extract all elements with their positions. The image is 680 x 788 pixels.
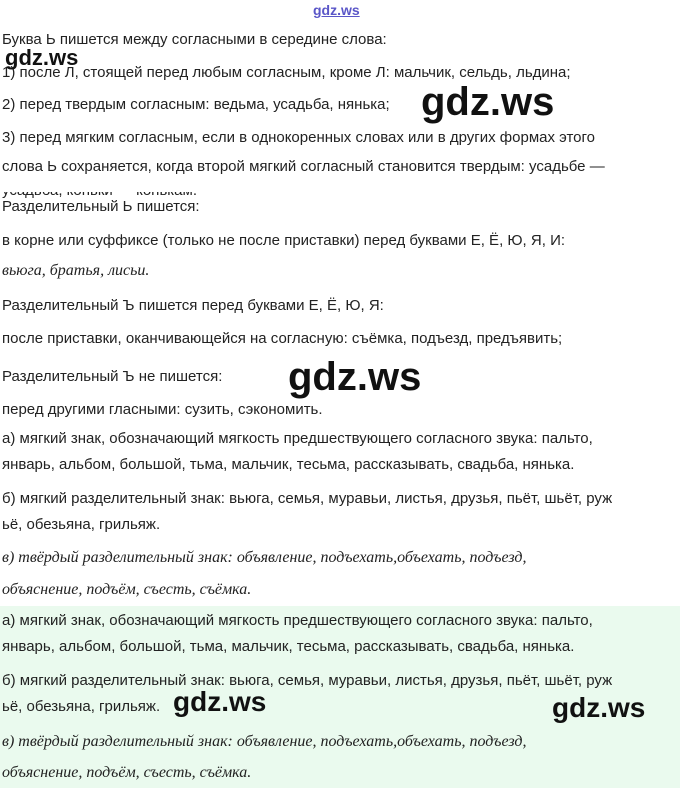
answer-a2: январь, альбом, большой, тьма, мальчик, тесьма, рассказывать, свадьба, нянька. xyxy=(2,456,575,473)
answer-a2-repeat: январь, альбом, большой, тьма, мальчик, тесьма, рассказывать, свадьба, нянька. xyxy=(2,638,575,655)
rule-line: в корне или суффиксе (только не после приставки) перед буквами Е, Ё, Ю, Я, И: xyxy=(2,232,566,249)
answer-b: б) мягкий разделительный знак: вьюга, семья, муравьи, листья, друзья, пьёт, шьёт, руж xyxy=(2,490,613,507)
watermark: gdz.ws xyxy=(421,80,555,124)
watermark: gdz.ws xyxy=(288,355,422,399)
rule-heading: Разделительный Ъ не пишется: xyxy=(2,368,223,385)
answer-c: в) твёрдый разделительный знак: объявление, подъехать,объехать, подъезд, xyxy=(2,549,527,566)
rule-heading: Разделительный Ъ пишется перед буквами Е, Ё, Ю, Я: xyxy=(2,297,384,314)
answer-c-repeat: в) твёрдый разделительный знак: объявление, подъехать,объехать, подъезд, xyxy=(2,733,527,750)
rule-line: 1) после Л, стоящей перед любым согласным, кроме Л: мальчик, сельдь, льдина; xyxy=(2,64,571,81)
answer-a: а) мягкий знак, обозначающий мягкость предшествующего согласного звука: пальто, xyxy=(2,430,593,447)
clip-mask xyxy=(0,183,680,192)
watermark: gdz.ws xyxy=(552,692,646,723)
rule-line: перед другими гласными: сузить, сэкономить. xyxy=(2,401,323,418)
examples: вьюга, братья, лисьи. xyxy=(2,262,150,279)
watermark: gdz.ws xyxy=(173,686,267,717)
watermark: gdz.ws xyxy=(5,45,79,70)
site-link-top[interactable]: gdz.ws xyxy=(313,2,360,18)
rule-line: 3) перед мягким согласным, если в однокоренных словах или в других формах этого xyxy=(2,129,596,146)
answer-b2: ьё, обезьяна, грильяж. xyxy=(2,516,161,533)
answer-c2: объяснение, подъём, съесть, съёмка. xyxy=(2,581,252,598)
answer-b-repeat: б) мягкий разделительный знак: вьюга, семья, муравьи, листья, друзья, пьёт, шьёт, руж xyxy=(2,672,613,689)
rule-line: 2) перед твердым согласным: ведьма, усадьба, нянька; xyxy=(2,96,390,113)
rule-heading: Разделительный Ь пишется: xyxy=(2,198,200,215)
rule-line: Буква Ь пишется между согласными в середине слова: xyxy=(2,31,387,48)
answer-c2-repeat: объяснение, подъём, съесть, съёмка. xyxy=(2,764,252,781)
answer-a-repeat: а) мягкий знак, обозначающий мягкость предшествующего согласного звука: пальто, xyxy=(2,612,593,629)
rule-line: после приставки, оканчивающейся на согласную: съёмка, подъезд, предъявить; xyxy=(2,330,563,347)
answer-b2-repeat: ьё, обезьяна, грильяж. xyxy=(2,698,161,715)
rule-line: слова Ь сохраняется, когда второй мягкий согласный становится твердым: усадьбе — xyxy=(2,158,605,175)
